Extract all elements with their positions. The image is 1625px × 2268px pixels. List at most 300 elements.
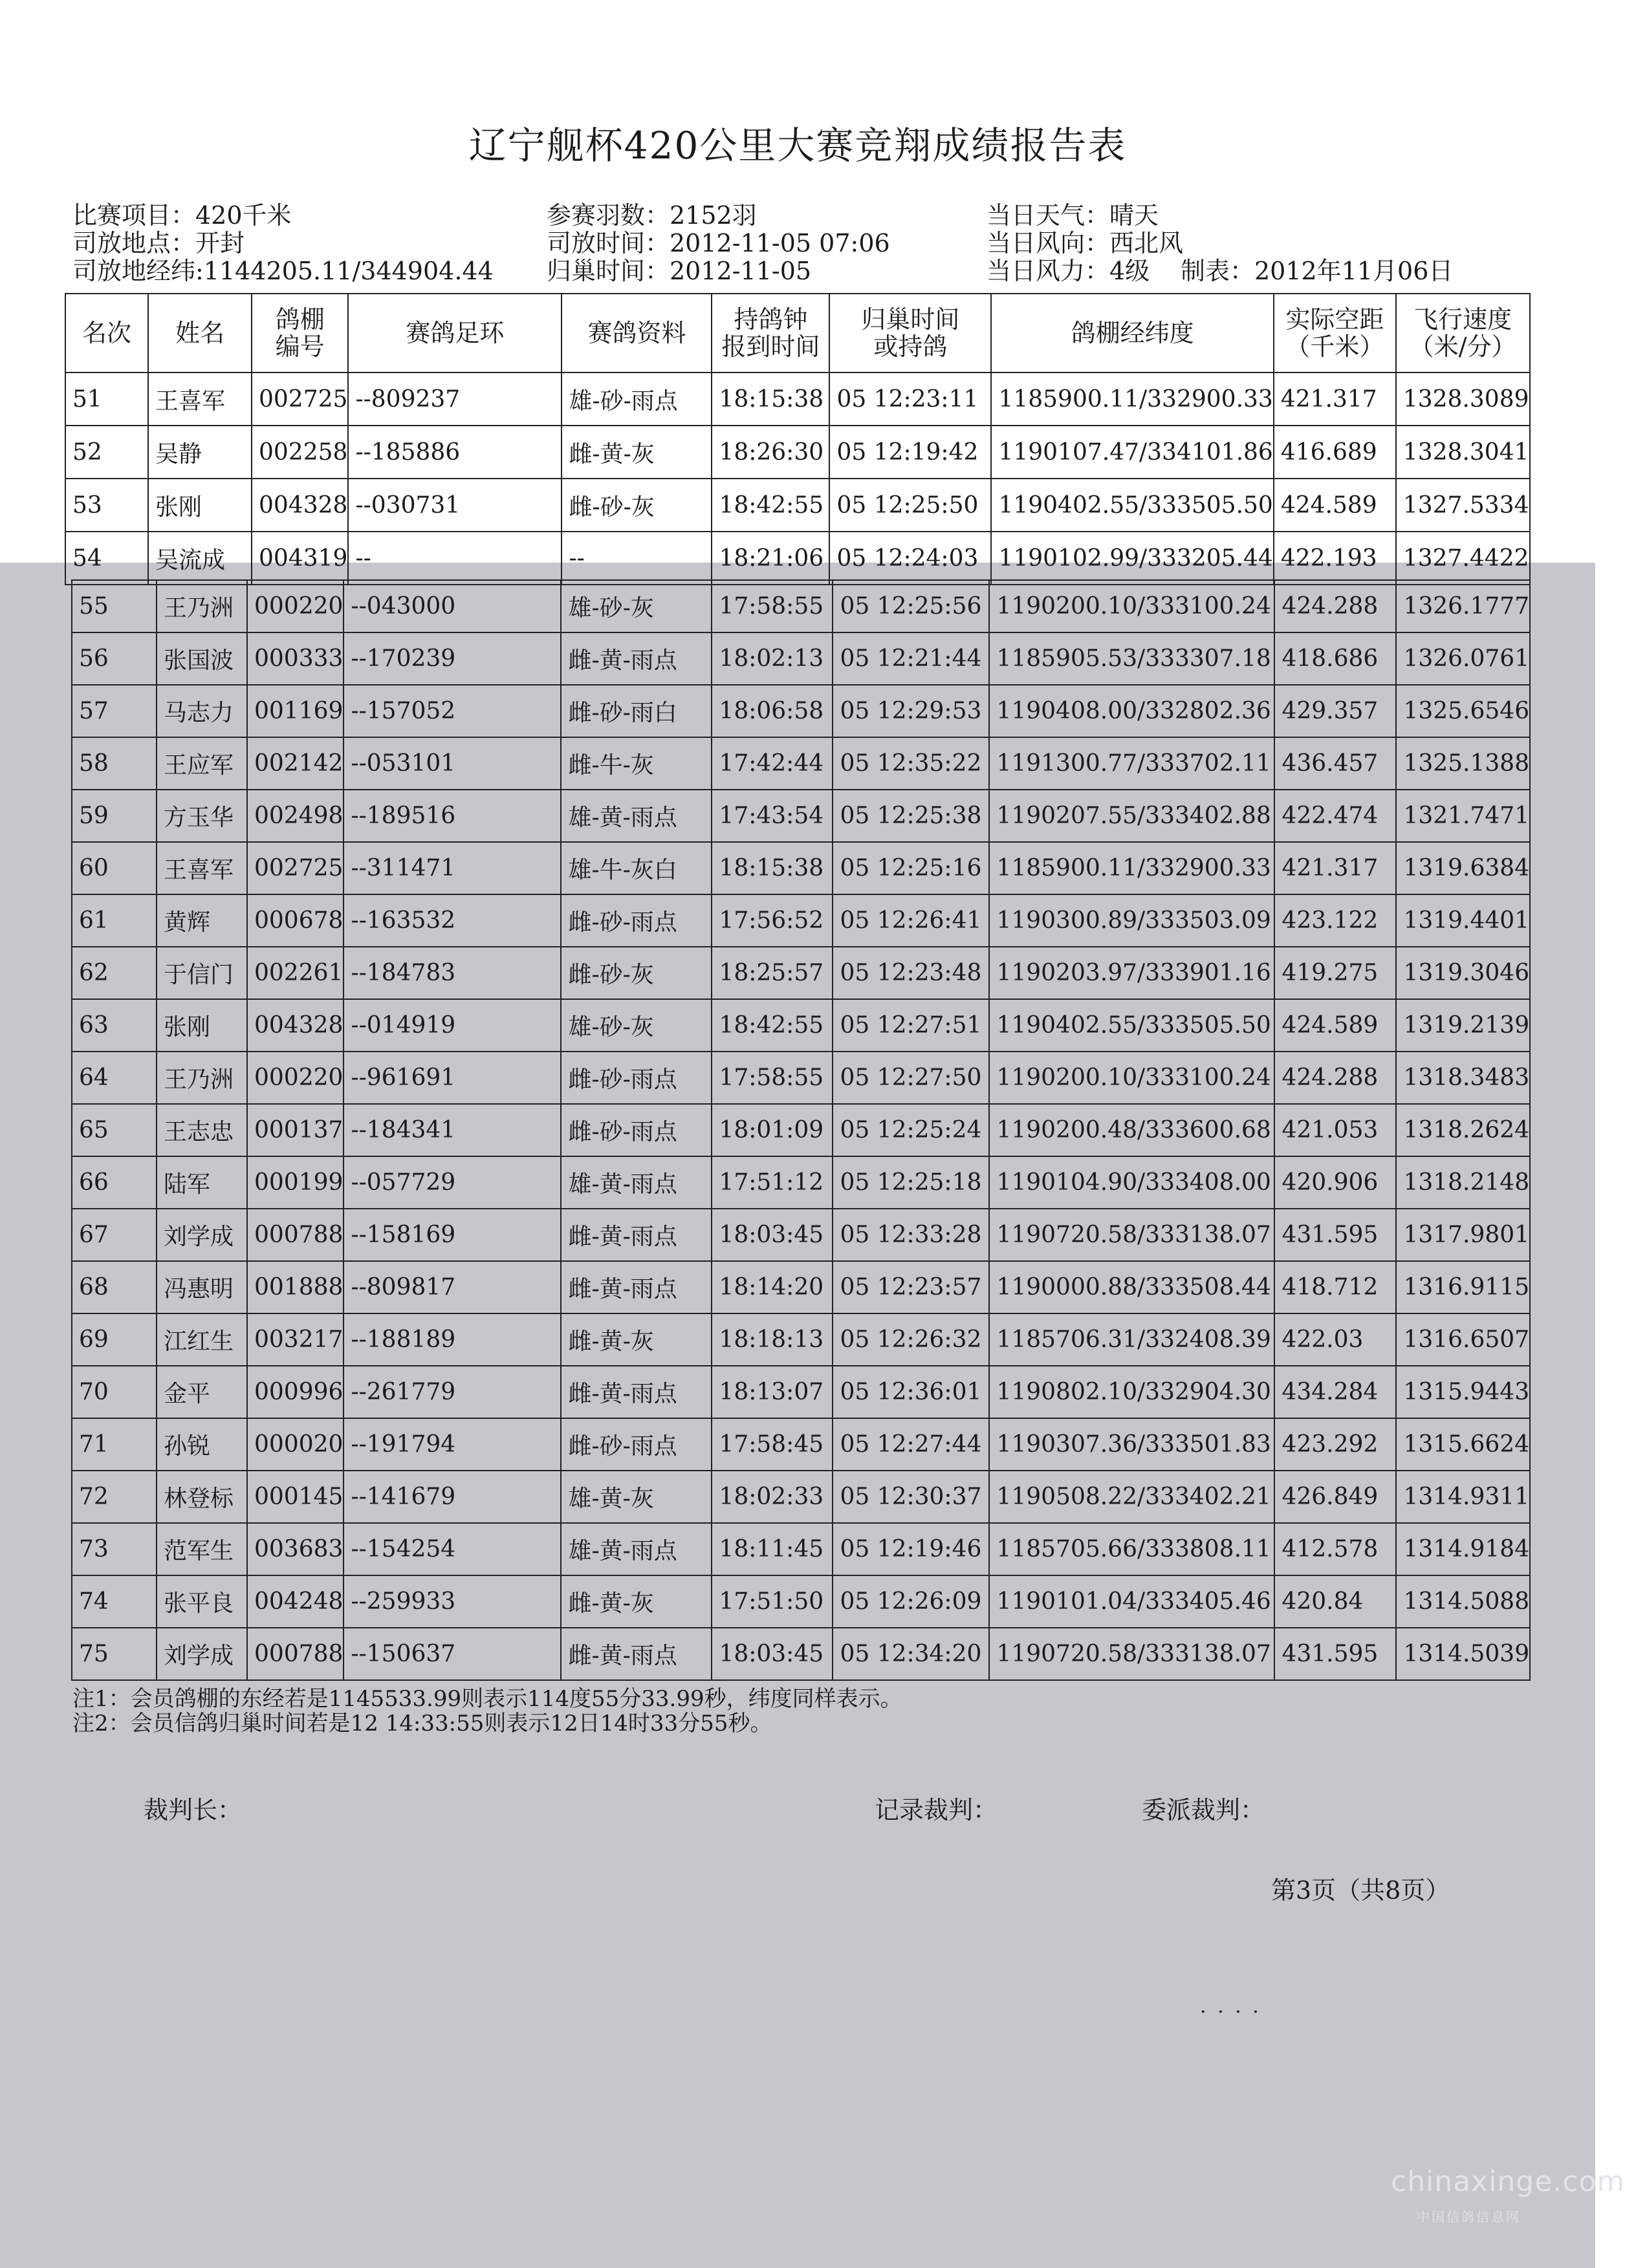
table-row <box>72 842 1530 894</box>
cell-coords: 1190102.99/333205.44 <box>991 532 1273 585</box>
cell-return: 05 12:25:38 <box>833 790 989 842</box>
cell-return: 05 12:26:41 <box>833 894 989 947</box>
cell-name: 吴流成 <box>148 532 252 585</box>
cell-distance: 424.589 <box>1274 999 1396 1052</box>
cell-clock: 18:14:20 <box>712 1261 833 1313</box>
cell-speed: 1319.4401 <box>1396 894 1530 947</box>
record-referee-label: 记录裁判： <box>875 1796 998 1824</box>
results-table-top <box>65 293 1531 585</box>
cell-ring: --261779 <box>344 1366 561 1418</box>
header-speed: 飞行速度 （米/分） <box>1396 294 1530 373</box>
note-1: 注1：会员鸽棚的东经若是1145533.99则表示114度55分33.99秒，纬度同样表示。 <box>72 1686 902 1712</box>
cell-info: 雄-黄-雨点 <box>561 790 712 842</box>
table-row <box>65 426 1530 479</box>
cell-coords: 1185900.11/332900.33 <box>989 842 1274 894</box>
cell-speed: 1314.5088 <box>1396 1575 1530 1628</box>
cell-return: 05 12:25:18 <box>833 1156 989 1209</box>
cell-name: 吴静 <box>148 426 252 479</box>
cell-return: 05 12:23:11 <box>829 373 991 426</box>
cell-coords: 1185900.11/332900.33 <box>991 373 1273 426</box>
cell-return: 05 12:19:46 <box>833 1523 989 1575</box>
cell-clock: 18:42:55 <box>712 479 829 532</box>
cell-return: 05 12:34:20 <box>833 1628 989 1680</box>
cell-info: 雌-黄-雨点 <box>561 1628 712 1680</box>
cell-rank: 56 <box>72 632 157 685</box>
cell-rank: 59 <box>72 790 157 842</box>
cell-rank: 62 <box>72 947 157 999</box>
table-row <box>65 373 1530 426</box>
cell-info: 雌-砂-灰 <box>562 479 712 532</box>
cell-clock: 18:11:45 <box>712 1523 833 1575</box>
cell-coords: 1185905.53/333307.18 <box>989 632 1274 685</box>
table-row <box>72 1052 1530 1104</box>
cell-ring: --057729 <box>344 1156 561 1209</box>
cell-name: 王应军 <box>157 737 247 790</box>
cell-clock: 17:56:52 <box>712 894 833 947</box>
cell-return: 05 12:23:48 <box>833 947 989 999</box>
cell-coords: 1185705.66/333808.11 <box>989 1523 1274 1575</box>
table-row <box>72 790 1530 842</box>
table-row <box>72 1418 1530 1471</box>
cell-ring: --141679 <box>344 1471 561 1523</box>
cell-coords: 1190307.36/333501.83 <box>989 1418 1274 1471</box>
cell-loft: 002725 <box>247 842 344 894</box>
cell-speed: 1326.0761 <box>1396 632 1530 685</box>
cell-coords: 1185706.31/332408.39 <box>989 1313 1274 1366</box>
cell-ring: --043000 <box>344 580 561 632</box>
cell-rank: 75 <box>72 1628 157 1680</box>
cell-speed: 1321.7471 <box>1396 790 1530 842</box>
cell-distance: 422.193 <box>1274 532 1396 585</box>
results-bottom-body <box>72 580 1530 1680</box>
cell-loft: 000199 <box>247 1156 344 1209</box>
cell-distance: 423.292 <box>1274 1418 1396 1471</box>
cell-name: 张平良 <box>157 1575 247 1628</box>
cell-clock: 18:42:55 <box>712 999 833 1052</box>
table-row <box>65 479 1530 532</box>
cell-info: 雄-黄-雨点 <box>561 1523 712 1575</box>
cell-loft: 002258 <box>252 426 348 479</box>
cell-speed: 1316.6507 <box>1396 1313 1530 1366</box>
table-row <box>72 1523 1530 1575</box>
cell-clock: 17:51:12 <box>712 1156 833 1209</box>
cell-distance: 421.317 <box>1274 842 1396 894</box>
cell-clock: 18:21:06 <box>712 532 829 585</box>
cell-coords: 1190200.10/333100.24 <box>989 1052 1274 1104</box>
page-number: 第3页（共8页） <box>1271 1876 1450 1905</box>
cell-speed: 1316.9115 <box>1396 1261 1530 1313</box>
cell-speed: 1319.3046 <box>1396 947 1530 999</box>
cell-return: 05 12:25:50 <box>829 479 991 532</box>
cell-distance: 424.288 <box>1274 580 1396 632</box>
cell-return: 05 12:29:53 <box>833 685 989 737</box>
cell-distance: 418.686 <box>1274 632 1396 685</box>
cell-info: 雌-砂-雨白 <box>561 685 712 737</box>
cell-speed: 1319.6384 <box>1396 842 1530 894</box>
cell-clock: 18:25:57 <box>712 947 833 999</box>
cell-loft: 001169 <box>247 685 344 737</box>
note-2: 注2：会员信鸽归巢时间若是12 14:33:55则表示12日14时33分55秒。 <box>72 1711 772 1736</box>
cell-info: 雌-砂-灰 <box>561 947 712 999</box>
table-row <box>72 999 1530 1052</box>
cell-distance: 422.474 <box>1274 790 1396 842</box>
cell-clock: 18:03:45 <box>712 1209 833 1261</box>
cell-distance: 426.849 <box>1274 1471 1396 1523</box>
table-row <box>72 737 1530 790</box>
cell-loft: 000333 <box>247 632 344 685</box>
cell-loft: 000020 <box>247 1418 344 1471</box>
cell-speed: 1325.1388 <box>1396 737 1530 790</box>
cell-distance: 424.589 <box>1274 479 1396 532</box>
cell-distance: 420.84 <box>1274 1575 1396 1628</box>
meta-release-time: 司放时间：2012-11-05 07:06 <box>547 229 890 257</box>
results-top-body <box>65 373 1530 585</box>
cell-clock: 18:02:13 <box>712 632 833 685</box>
cell-distance: 436.457 <box>1274 737 1396 790</box>
cell-coords: 1190107.47/334101.86 <box>991 426 1273 479</box>
meta-weather: 当日天气：晴天 <box>987 201 1159 230</box>
meta-entries: 参赛羽数：2152羽 <box>547 201 757 230</box>
cell-clock: 17:43:54 <box>712 790 833 842</box>
cell-return: 05 12:19:42 <box>829 426 991 479</box>
cell-name: 刘学成 <box>157 1628 247 1680</box>
cell-ring: --158169 <box>344 1209 561 1261</box>
cell-speed: 1326.1777 <box>1396 580 1530 632</box>
cell-loft: 000137 <box>247 1104 344 1156</box>
header-info: 赛鸽资料 <box>562 294 712 373</box>
cell-speed: 1317.9801 <box>1396 1209 1530 1261</box>
cell-info: 雄-砂-灰 <box>561 580 712 632</box>
cell-name: 王喜军 <box>157 842 247 894</box>
cell-coords: 1190402.55/333505.50 <box>989 999 1274 1052</box>
cell-coords: 1190203.97/333901.16 <box>989 947 1274 999</box>
cell-info: 雌-砂-雨点 <box>561 1418 712 1471</box>
cell-return: 05 12:26:09 <box>833 1575 989 1628</box>
cell-clock: 18:15:38 <box>712 842 833 894</box>
cell-loft: 000996 <box>247 1366 344 1418</box>
cell-distance: 416.689 <box>1274 426 1396 479</box>
cell-name: 江红生 <box>157 1313 247 1366</box>
cell-coords: 1190300.89/333503.09 <box>989 894 1274 947</box>
cell-info: 雌-黄-雨点 <box>561 1261 712 1313</box>
table-row <box>72 1628 1530 1680</box>
cell-ring: --014919 <box>344 999 561 1052</box>
cell-ring: --809817 <box>344 1261 561 1313</box>
cell-distance: 423.122 <box>1274 894 1396 947</box>
cell-coords: 1190720.58/333138.07 <box>989 1209 1274 1261</box>
meta-release-coords: 司放地经纬:1144205.11/344904.44 <box>72 257 494 285</box>
cell-rank: 70 <box>72 1366 157 1418</box>
cell-info: 雌-黄-雨点 <box>561 632 712 685</box>
header-rank: 名次 <box>65 294 148 373</box>
meta-made-date: 制表：2012年11月06日 <box>1181 257 1454 285</box>
cell-return: 05 12:30:37 <box>833 1471 989 1523</box>
cell-info: 雄-黄-雨点 <box>561 1156 712 1209</box>
cell-distance: 434.284 <box>1274 1366 1396 1418</box>
cell-coords: 1190720.58/333138.07 <box>989 1628 1274 1680</box>
cell-distance: 431.595 <box>1274 1628 1396 1680</box>
cell-clock: 18:13:07 <box>712 1366 833 1418</box>
cell-coords: 1190000.88/333508.44 <box>989 1261 1274 1313</box>
cell-rank: 63 <box>72 999 157 1052</box>
header-name: 姓名 <box>148 294 252 373</box>
meta-wind-force: 当日风力：4级 <box>987 257 1150 285</box>
cell-rank: 60 <box>72 842 157 894</box>
cell-return: 05 12:35:22 <box>833 737 989 790</box>
cell-speed: 1319.2139 <box>1396 999 1530 1052</box>
cell-ring: --185886 <box>348 426 562 479</box>
cell-rank: 52 <box>65 426 148 479</box>
cell-distance: 422.03 <box>1274 1313 1396 1366</box>
cell-loft: 004328 <box>252 479 348 532</box>
cell-rank: 72 <box>72 1471 157 1523</box>
cell-ring: --053101 <box>344 737 561 790</box>
cell-loft: 003217 <box>247 1313 344 1366</box>
cell-return: 05 12:25:56 <box>833 580 989 632</box>
cell-clock: 17:58:55 <box>712 1052 833 1104</box>
table-row <box>65 532 1530 585</box>
cell-ring: --259933 <box>344 1575 561 1628</box>
cell-coords: 1190802.10/332904.30 <box>989 1366 1274 1418</box>
cell-name: 陆军 <box>157 1156 247 1209</box>
cell-distance: 418.712 <box>1274 1261 1396 1313</box>
cell-info: 雌-黄-灰 <box>561 1313 712 1366</box>
cell-name: 黄辉 <box>157 894 247 947</box>
cell-rank: 54 <box>65 532 148 585</box>
cell-distance: 424.288 <box>1274 1052 1396 1104</box>
appointed-referee-label: 委派裁判： <box>1142 1796 1265 1824</box>
cell-coords: 1190104.90/333408.00 <box>989 1156 1274 1209</box>
cell-speed: 1314.9311 <box>1396 1471 1530 1523</box>
meta-return-time: 归巢时间：2012-11-05 <box>547 257 812 285</box>
cell-speed: 1328.3089 <box>1396 373 1530 426</box>
table-row <box>72 1313 1530 1366</box>
results-table-bottom <box>71 579 1531 1681</box>
cell-name: 王乃洲 <box>157 580 247 632</box>
table-row <box>72 1209 1530 1261</box>
cell-loft: 000788 <box>247 1209 344 1261</box>
cell-ring: --189516 <box>344 790 561 842</box>
cell-clock: 18:18:13 <box>712 1313 833 1366</box>
table-row <box>72 894 1530 947</box>
table-header-row <box>65 294 1530 373</box>
table-row <box>72 947 1530 999</box>
cell-return: 05 12:21:44 <box>833 632 989 685</box>
cell-name: 金平 <box>157 1366 247 1418</box>
cell-name: 孙锐 <box>157 1418 247 1471</box>
cell-info: 雌-黄-灰 <box>561 1575 712 1628</box>
cell-clock: 18:15:38 <box>712 373 829 426</box>
cell-return: 05 12:23:57 <box>833 1261 989 1313</box>
cell-rank: 58 <box>72 737 157 790</box>
cell-info: 雌-砂-雨点 <box>561 1052 712 1104</box>
watermark-subtitle: 中国信鸽信息网 <box>1417 2209 1521 2225</box>
cell-clock: 18:26:30 <box>712 426 829 479</box>
cell-name: 张国波 <box>157 632 247 685</box>
cell-loft: 002498 <box>247 790 344 842</box>
page-title: 辽宁舰杯420公里大赛竞翔成绩报告表 <box>468 124 1127 167</box>
cell-ring: --191794 <box>344 1418 561 1471</box>
cell-speed: 1327.4422 <box>1396 532 1530 585</box>
cell-name: 王志忠 <box>157 1104 247 1156</box>
cell-name: 于信门 <box>157 947 247 999</box>
header-loft-no: 鸽棚 编号 <box>252 294 348 373</box>
cell-loft: 000788 <box>247 1628 344 1680</box>
cell-loft: 003683 <box>247 1523 344 1575</box>
cell-rank: 53 <box>65 479 148 532</box>
cell-rank: 67 <box>72 1209 157 1261</box>
cell-return: 05 12:36:01 <box>833 1366 989 1418</box>
cell-coords: 1190408.00/332802.36 <box>989 685 1274 737</box>
cell-rank: 68 <box>72 1261 157 1313</box>
cell-name: 冯惠明 <box>157 1261 247 1313</box>
cell-rank: 74 <box>72 1575 157 1628</box>
table-row <box>72 1261 1530 1313</box>
cell-coords: 1191300.77/333702.11 <box>989 737 1274 790</box>
cell-ring: --170239 <box>344 632 561 685</box>
cell-speed: 1328.3041 <box>1396 426 1530 479</box>
cell-distance: 419.275 <box>1274 947 1396 999</box>
cell-speed: 1314.9184 <box>1396 1523 1530 1575</box>
cell-loft: 004248 <box>247 1575 344 1628</box>
cell-return: 05 12:24:03 <box>829 532 991 585</box>
cell-ring: --030731 <box>348 479 562 532</box>
cell-ring: --157052 <box>344 685 561 737</box>
cell-rank: 73 <box>72 1523 157 1575</box>
cell-speed: 1315.9443 <box>1396 1366 1530 1418</box>
table-row <box>72 1575 1530 1628</box>
cell-info: 雌-黄-雨点 <box>561 1366 712 1418</box>
cell-return: 05 12:25:24 <box>833 1104 989 1156</box>
cell-info: 雌-牛-灰 <box>561 737 712 790</box>
cell-name: 刘学成 <box>157 1209 247 1261</box>
cell-distance: 421.053 <box>1274 1104 1396 1156</box>
cell-rank: 51 <box>65 373 148 426</box>
cell-loft: 000220 <box>247 580 344 632</box>
cell-ring: --184783 <box>344 947 561 999</box>
cell-speed: 1315.6624 <box>1396 1418 1530 1471</box>
cell-ring: --961691 <box>344 1052 561 1104</box>
cell-distance: 412.578 <box>1274 1523 1396 1575</box>
cell-info: 雌-砂-雨点 <box>561 1104 712 1156</box>
cell-rank: 69 <box>72 1313 157 1366</box>
cell-info: 雄-牛-灰白 <box>561 842 712 894</box>
cell-info: 雄-砂-雨点 <box>562 373 712 426</box>
cell-coords: 1190200.48/333600.68 <box>989 1104 1274 1156</box>
cell-return: 05 12:26:32 <box>833 1313 989 1366</box>
cell-coords: 1190207.55/333402.88 <box>989 790 1274 842</box>
cell-speed: 1314.5039 <box>1396 1628 1530 1680</box>
cell-name: 方玉华 <box>157 790 247 842</box>
cell-name: 张刚 <box>148 479 252 532</box>
meta-release-place: 司放地点：开封 <box>72 229 245 257</box>
cell-loft: 004328 <box>247 999 344 1052</box>
cell-coords: 1190200.10/333100.24 <box>989 580 1274 632</box>
cell-rank: 61 <box>72 894 157 947</box>
cell-clock: 17:58:55 <box>712 580 833 632</box>
cell-rank: 55 <box>72 580 157 632</box>
cell-coords: 1190402.55/333505.50 <box>991 479 1273 532</box>
cell-coords: 1190101.04/333405.46 <box>989 1575 1274 1628</box>
table-row <box>72 1366 1530 1418</box>
cell-loft: 002725 <box>252 373 348 426</box>
cell-ring: --311471 <box>344 842 561 894</box>
cell-return: 05 12:25:16 <box>833 842 989 894</box>
cell-speed: 1318.2624 <box>1396 1104 1530 1156</box>
watermark: chinaxinge.com <box>1391 2165 1625 2198</box>
header-return-time: 归巢时间 或持鸽 <box>829 294 991 373</box>
cell-loft: 001888 <box>247 1261 344 1313</box>
cell-ring: --150637 <box>344 1628 561 1680</box>
cell-loft: 002142 <box>247 737 344 790</box>
cell-loft: 004319 <box>252 532 348 585</box>
cell-loft: 002261 <box>247 947 344 999</box>
cell-rank: 64 <box>72 1052 157 1104</box>
cell-return: 05 12:27:50 <box>833 1052 989 1104</box>
table-row <box>72 580 1530 632</box>
cell-info: 雌-黄-雨点 <box>561 1209 712 1261</box>
cell-ring: -- <box>348 532 562 585</box>
header-clock-time: 持鸽钟 报到时间 <box>712 294 829 373</box>
cell-clock: 18:06:58 <box>712 685 833 737</box>
cell-info: -- <box>562 532 712 585</box>
cell-ring: --163532 <box>344 894 561 947</box>
cell-ring: --154254 <box>344 1523 561 1575</box>
cell-speed: 1318.2148 <box>1396 1156 1530 1209</box>
cell-rank: 71 <box>72 1418 157 1471</box>
cell-name: 范军生 <box>157 1523 247 1575</box>
cell-name: 林登标 <box>157 1471 247 1523</box>
cell-ring: --809237 <box>348 373 562 426</box>
cell-clock: 18:02:33 <box>712 1471 833 1523</box>
cell-rank: 66 <box>72 1156 157 1209</box>
cell-name: 马志力 <box>157 685 247 737</box>
cell-loft: 000145 <box>247 1471 344 1523</box>
notes <box>72 1687 902 1736</box>
table-row <box>72 1471 1530 1523</box>
cell-ring: --188189 <box>344 1313 561 1366</box>
header-coords: 鸽棚经纬度 <box>991 294 1273 373</box>
meta-event: 比赛项目：420千米 <box>72 201 292 230</box>
cell-clock: 17:42:44 <box>712 737 833 790</box>
cell-return: 05 12:33:28 <box>833 1209 989 1261</box>
cell-rank: 65 <box>72 1104 157 1156</box>
cell-speed: 1327.5334 <box>1396 479 1530 532</box>
chief-referee-label: 裁判长： <box>144 1796 243 1824</box>
cell-distance: 431.595 <box>1274 1209 1396 1261</box>
cell-coords: 1190508.22/333402.21 <box>989 1471 1274 1523</box>
table-row <box>72 685 1530 737</box>
table-row <box>72 1104 1530 1156</box>
cell-clock: 18:03:45 <box>712 1628 833 1680</box>
cell-info: 雌-黄-灰 <box>562 426 712 479</box>
cell-name: 王喜军 <box>148 373 252 426</box>
cell-return: 05 12:27:51 <box>833 999 989 1052</box>
cell-clock: 17:58:45 <box>712 1418 833 1471</box>
cell-distance: 420.906 <box>1274 1156 1396 1209</box>
meta-wind-direction: 当日风向：西北风 <box>987 229 1184 257</box>
cell-loft: 000678 <box>247 894 344 947</box>
cell-info: 雌-砂-雨点 <box>561 894 712 947</box>
table-row <box>72 632 1530 685</box>
cell-speed: 1318.3483 <box>1396 1052 1530 1104</box>
scan-dots: . . . . <box>1200 1995 1261 2018</box>
cell-loft: 000220 <box>247 1052 344 1104</box>
cell-clock: 18:01:09 <box>712 1104 833 1156</box>
table-row <box>72 1156 1530 1209</box>
cell-speed: 1325.6546 <box>1396 685 1530 737</box>
cell-name: 王乃洲 <box>157 1052 247 1104</box>
